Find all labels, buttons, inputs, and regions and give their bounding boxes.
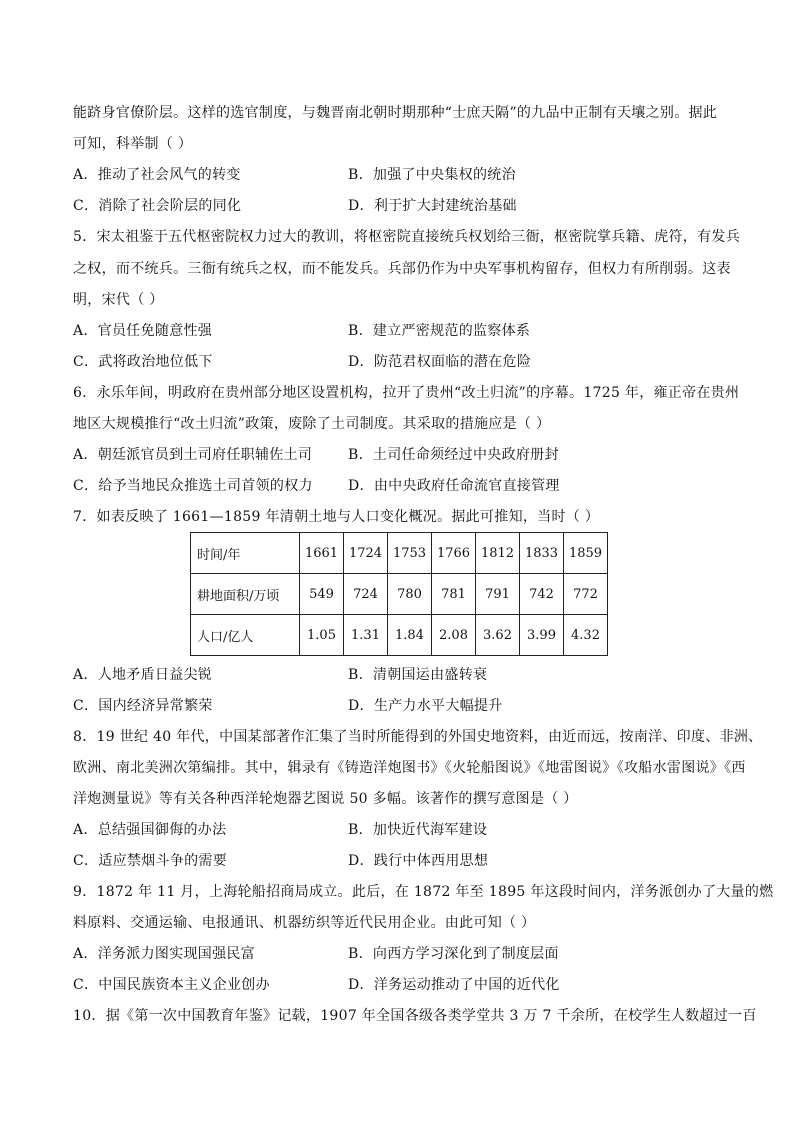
table-cell: 742 (520, 574, 564, 615)
table-cell: 1661 (300, 533, 344, 574)
table-row-label: 人口/亿人 (191, 615, 300, 656)
question-6-option-c: C．给予当地民众推选土司首领的权力 (73, 478, 313, 494)
question-6-option-b: B．土司任命须经过中央政府册封 (348, 447, 559, 463)
question-4-option-d: D．利于扩大封建统治基础 (348, 198, 517, 214)
question-4-option-a: A．推动了社会风气的转变 (73, 167, 241, 183)
question-9-option-c: C．中国民族资本主义企业创办 (73, 977, 270, 993)
question-9-option-b: B．向西方学习深化到了制度层面 (348, 946, 559, 962)
question-6-option-a: A．朝廷派官员到土司府任职辅佐土司 (73, 447, 313, 463)
question-9-text-line-1: 9．1872 年 11 月，上海轮船招商局成立。此后，在 1872 年至 1895 年这段时间内，洋务派创办了大量的燃 (73, 884, 774, 900)
question-7-option-a: A．人地矛盾日益尖锐 (73, 667, 213, 683)
table-cell: 772 (564, 574, 608, 615)
table-cell: 1724 (344, 533, 388, 574)
table-cell: 791 (476, 574, 520, 615)
table-cell: 3.99 (520, 615, 564, 656)
table-cell: 781 (432, 574, 476, 615)
table-cell: 1.84 (388, 615, 432, 656)
question-5-option-a: A．官员任免随意性强 (73, 323, 213, 339)
question-8-text-line-3: 洋炮测量说》等有关各种西洋轮炮器艺图说 50 多幅。该著作的撰写意图是（ ） (73, 791, 578, 807)
question-5-text-line-2: 之权，而不统兵。三衙有统兵之权，而不能发兵。兵部仍作为中央军事机构留存，但权力有所削弱。这表 (73, 261, 731, 277)
table-cell: 1766 (432, 533, 476, 574)
table-cell: 1.31 (344, 615, 388, 656)
table-cell: 1.05 (300, 615, 344, 656)
table-cell: 1753 (388, 533, 432, 574)
land-population-table (190, 532, 608, 656)
table-cell: 724 (344, 574, 388, 615)
question-9-option-a: A．洋务派力图实现国强民富 (73, 946, 256, 962)
question-8-option-c: C．适应禁烟斗争的需要 (73, 853, 228, 869)
question-8-option-d: D．践行中体西用思想 (348, 853, 489, 869)
question-5-text-line-1: 5．宋太祖鉴于五代枢密院权力过大的教训，将枢密院直接统兵权划给三衙，枢密院掌兵籍、虎符，有发兵 (73, 229, 741, 245)
table-cell: 1812 (476, 533, 520, 574)
table-cell: 1833 (520, 533, 564, 574)
question-8-text-line-2: 欧洲、南北美洲次第编排。其中，辑录有《铸造洋炮图书》《火轮船图说》《地雷图说》《攻船水雷图说》《西 (73, 760, 746, 776)
question-4-option-c: C．消除了社会阶层的同化 (73, 198, 242, 214)
question-5-option-d: D．防范君权面临的潜在危险 (348, 354, 532, 370)
question-6-text-line-1: 6．永乐年间，明政府在贵州部分地区设置机构，拉开了贵州“改土归流”的序幕。1725 年，雍正帝在贵州 (73, 385, 740, 401)
table-row-land (191, 574, 608, 615)
question-7-option-c: C．国内经济异常繁荣 (73, 698, 213, 714)
table-cell: 1859 (564, 533, 608, 574)
table-row-label: 耕地面积/万顷 (191, 574, 300, 615)
table-cell: 549 (300, 574, 344, 615)
table-row-population (191, 615, 608, 656)
table-cell: 3.62 (476, 615, 520, 656)
table-row-label: 时间/年 (191, 533, 300, 574)
question-7-text-line-1: 7．如表反映了 1661—1859 年清朝土地与人口变化概况。据此可推知，当时（ ） (73, 509, 600, 525)
question-6-text-line-2: 地区大规模推行“改土归流”政策，废除了土司制度。其采取的措施应是（ ） (73, 416, 551, 432)
table-row-years (191, 533, 608, 574)
question-7-option-b: B．清朝国运由盛转衰 (348, 667, 488, 683)
question-5-text-line-3: 明，宋代（ ） (73, 292, 164, 308)
question-5-option-c: C．武将政治地位低下 (73, 354, 213, 370)
question-10-text-line-1: 10．据《第一次中国教育年鉴》记载，1907 年全国各级各类学堂共 3 万 7 千余所，在校学生人数超过一百 (73, 1008, 757, 1024)
question-5-option-b: B．建立严密规范的监察体系 (348, 323, 531, 339)
question-8-option-b: B．加快近代海军建设 (348, 822, 488, 838)
question-4-text-line-1: 能跻身官僚阶层。这样的选官制度，与魏晋南北朝时期那种“士庶天隔”的九品中正制有天壤之别。据此 (73, 105, 718, 121)
question-4-text-line-2: 可知，科举制（ ） (73, 136, 193, 152)
question-8-option-a: A．总结强国御侮的办法 (73, 822, 227, 838)
question-8-text-line-1: 8．19 世纪 40 年代，中国某部著作汇集了当时所能得到的外国史地资料，由近而远，按南洋、印度、非洲、 (73, 729, 763, 745)
table-cell: 780 (388, 574, 432, 615)
table-cell: 2.08 (432, 615, 476, 656)
question-9-text-line-2: 料原料、交通运输、电报通讯、机器纺织等近代民用企业。由此可知（ ） (73, 915, 536, 931)
table-cell: 4.32 (564, 615, 608, 656)
question-6-option-d: D．由中央政府任命流官直接管理 (348, 478, 560, 494)
question-4-option-b: B．加强了中央集权的统治 (348, 167, 516, 183)
question-7-option-d: D．生产力水平大幅提升 (348, 698, 503, 714)
question-9-option-d: D．洋务运动推动了中国的近代化 (348, 977, 560, 993)
